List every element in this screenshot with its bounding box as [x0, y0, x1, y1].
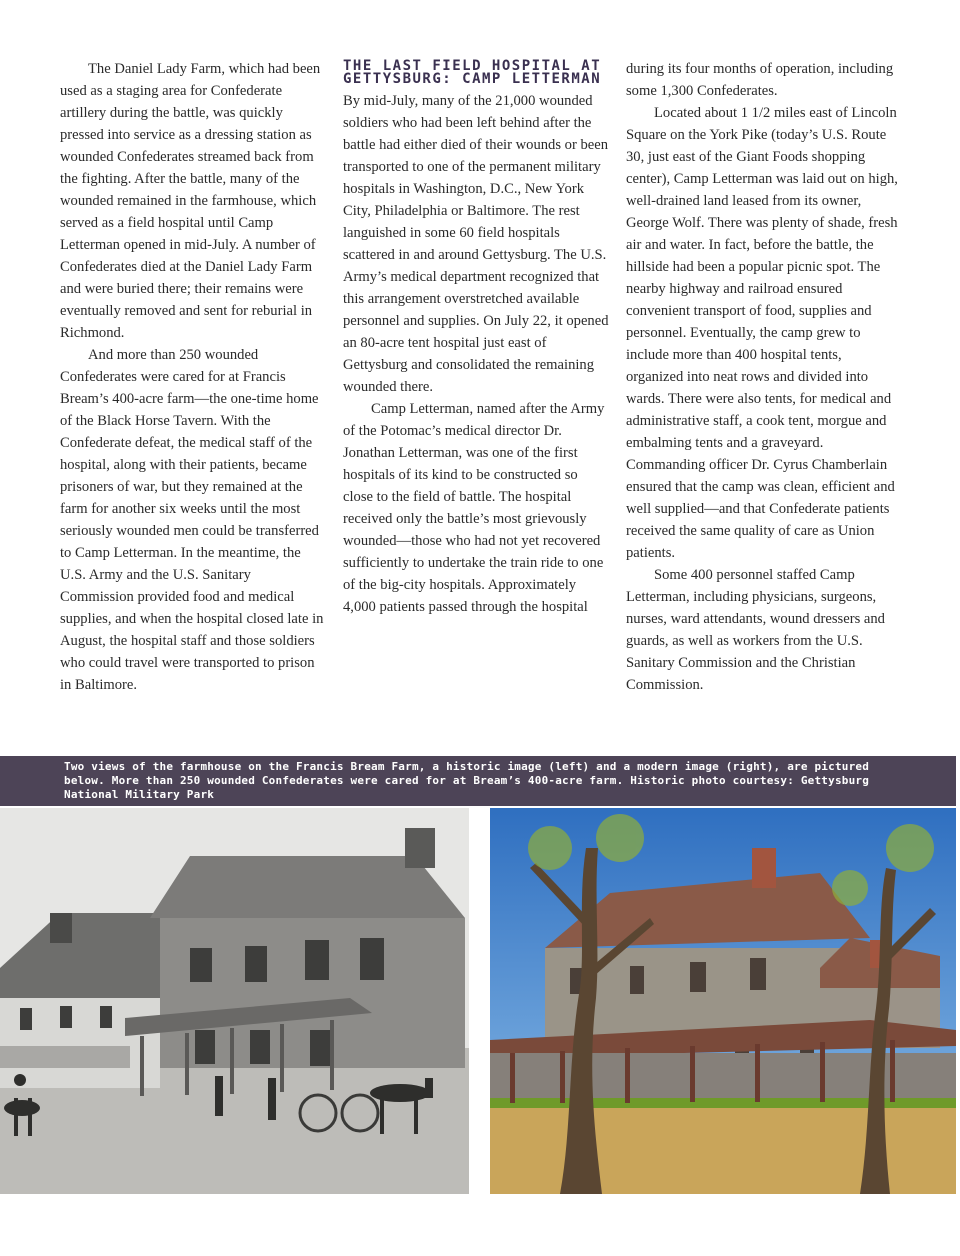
paragraph-camp-letterman: Camp Letterman, named after the Army of the Potomac’s medical director Dr. Jonathan Letterman, was one of the first hospitals of its kind to be constructed so close to the field of battle. The hospital received only the battle’s most grievously wounded—those who had not yet recovered sufficiently to undertake the train ride to one of the big-city hospitals. Approximately 4,000 patients passed through the hospital	[343, 401, 605, 615]
paragraph-daniel-lady-farm: The Daniel Lady Farm, which had been used as a staging area for Confederate artillery during the battle, was quickly pressed into service as a dressing station as wounded Confederates streamed back from the fighting. After the battle, many of the wounded remained in the farmhouse, which served as a field hospital until Camp Letterman opened in mid-July. A number of Confederates died at the Daniel Lady Farm and were buried there; their remains were eventually removed and sent for reburial in Richmond.	[60, 61, 321, 341]
article-column-1	[60, 58, 328, 696]
historic-farmhouse-photo	[0, 808, 469, 1194]
paragraph-location: Located about 1 1/2 miles east of Lincoln Square on the York Pike (today’s U.S. Route 30, just east of the Giant Foods shopping center), Camp Letterman was laid out on high, well-drained land leased from its owner, George Wolf. There was plenty of shade, fresh air and water. In fact, before the battle, the hillside had been a popular picnic spot. The nearby highway and railroad ensured convenient transport of food, supplies and personnel. Eventually, the camp grew to include more than 400 hospital tents, organized into neat rows and divided into wards. There were also tents, for medical and administrative staff, a cook tent, morgue and embalming tents and a graveyard. Commanding officer Dr. Cyrus Chamberlain ensured that the camp was clean, efficient and well supplied—and that Confederate patients received the same quality of care as Union patients.	[626, 105, 898, 561]
modern-farmhouse-photo	[490, 808, 956, 1194]
paragraph-bream-farm: And more than 250 wounded Confederates were cared for at Francis Bream’s 400-acre farm—the one-time home of the Black Horse Tavern. With the Confederate defeat, the medical staff of the hospital, along with their patients, became prisoners of war, but they remained at the farm for another six weeks until the most seriously wounded men could be transferred to Camp Letterman. In the meantime, the U.S. Army and the U.S. Sanitary Commission provided food and medical supplies, and when the hospital closed late in August, the hospital staff and those soldiers who could travel were transported to prison in Baltimore.	[60, 347, 324, 693]
modern-photo-illustration	[490, 808, 956, 1194]
section-heading: THE LAST FIELD HOSPITAL AT GETTYSBURG: CAMP LETTERMAN	[343, 58, 602, 87]
article-column-3	[626, 58, 898, 696]
paragraph-personnel: Some 400 personnel staffed Camp Letterman, including physicians, surgeons, nurses, ward attendants, wound dressers and guards, as well as workers from the U.S. Sanitary Commission and the Christian Commission.	[626, 567, 885, 693]
paragraph-mid-july: By mid-July, many of the 21,000 wounded soldiers who had been left behind after the battle had either died of their wounds or been transported to one of the permanent military hospitals in Washington, D.C., New York City, Philadelphia or Baltimore. The rest languished in some 60 field hospitals scattered in and around Gettysburg. The U.S. Army’s medical department recognized that this arrangement overstretched available personnel and supplies. On July 22, it opened an 80-acre tent hospital just east of Gettysburg and consolidated the remaining wounded there.	[343, 93, 609, 395]
article-column-2	[343, 58, 611, 618]
paragraph-continuation: during its four months of operation, including some 1,300 Confederates.	[626, 61, 894, 99]
photo-caption: Two views of the farmhouse on the Francis Bream Farm, a historic image (left) and a modern image (right), are pictured below. More than 250 wounded Confederates were cared for at Bream’s 400-acre farm. Historic photo courtesy: Gettysburg National Military Park	[64, 760, 870, 801]
historic-photo-illustration	[0, 808, 469, 1194]
